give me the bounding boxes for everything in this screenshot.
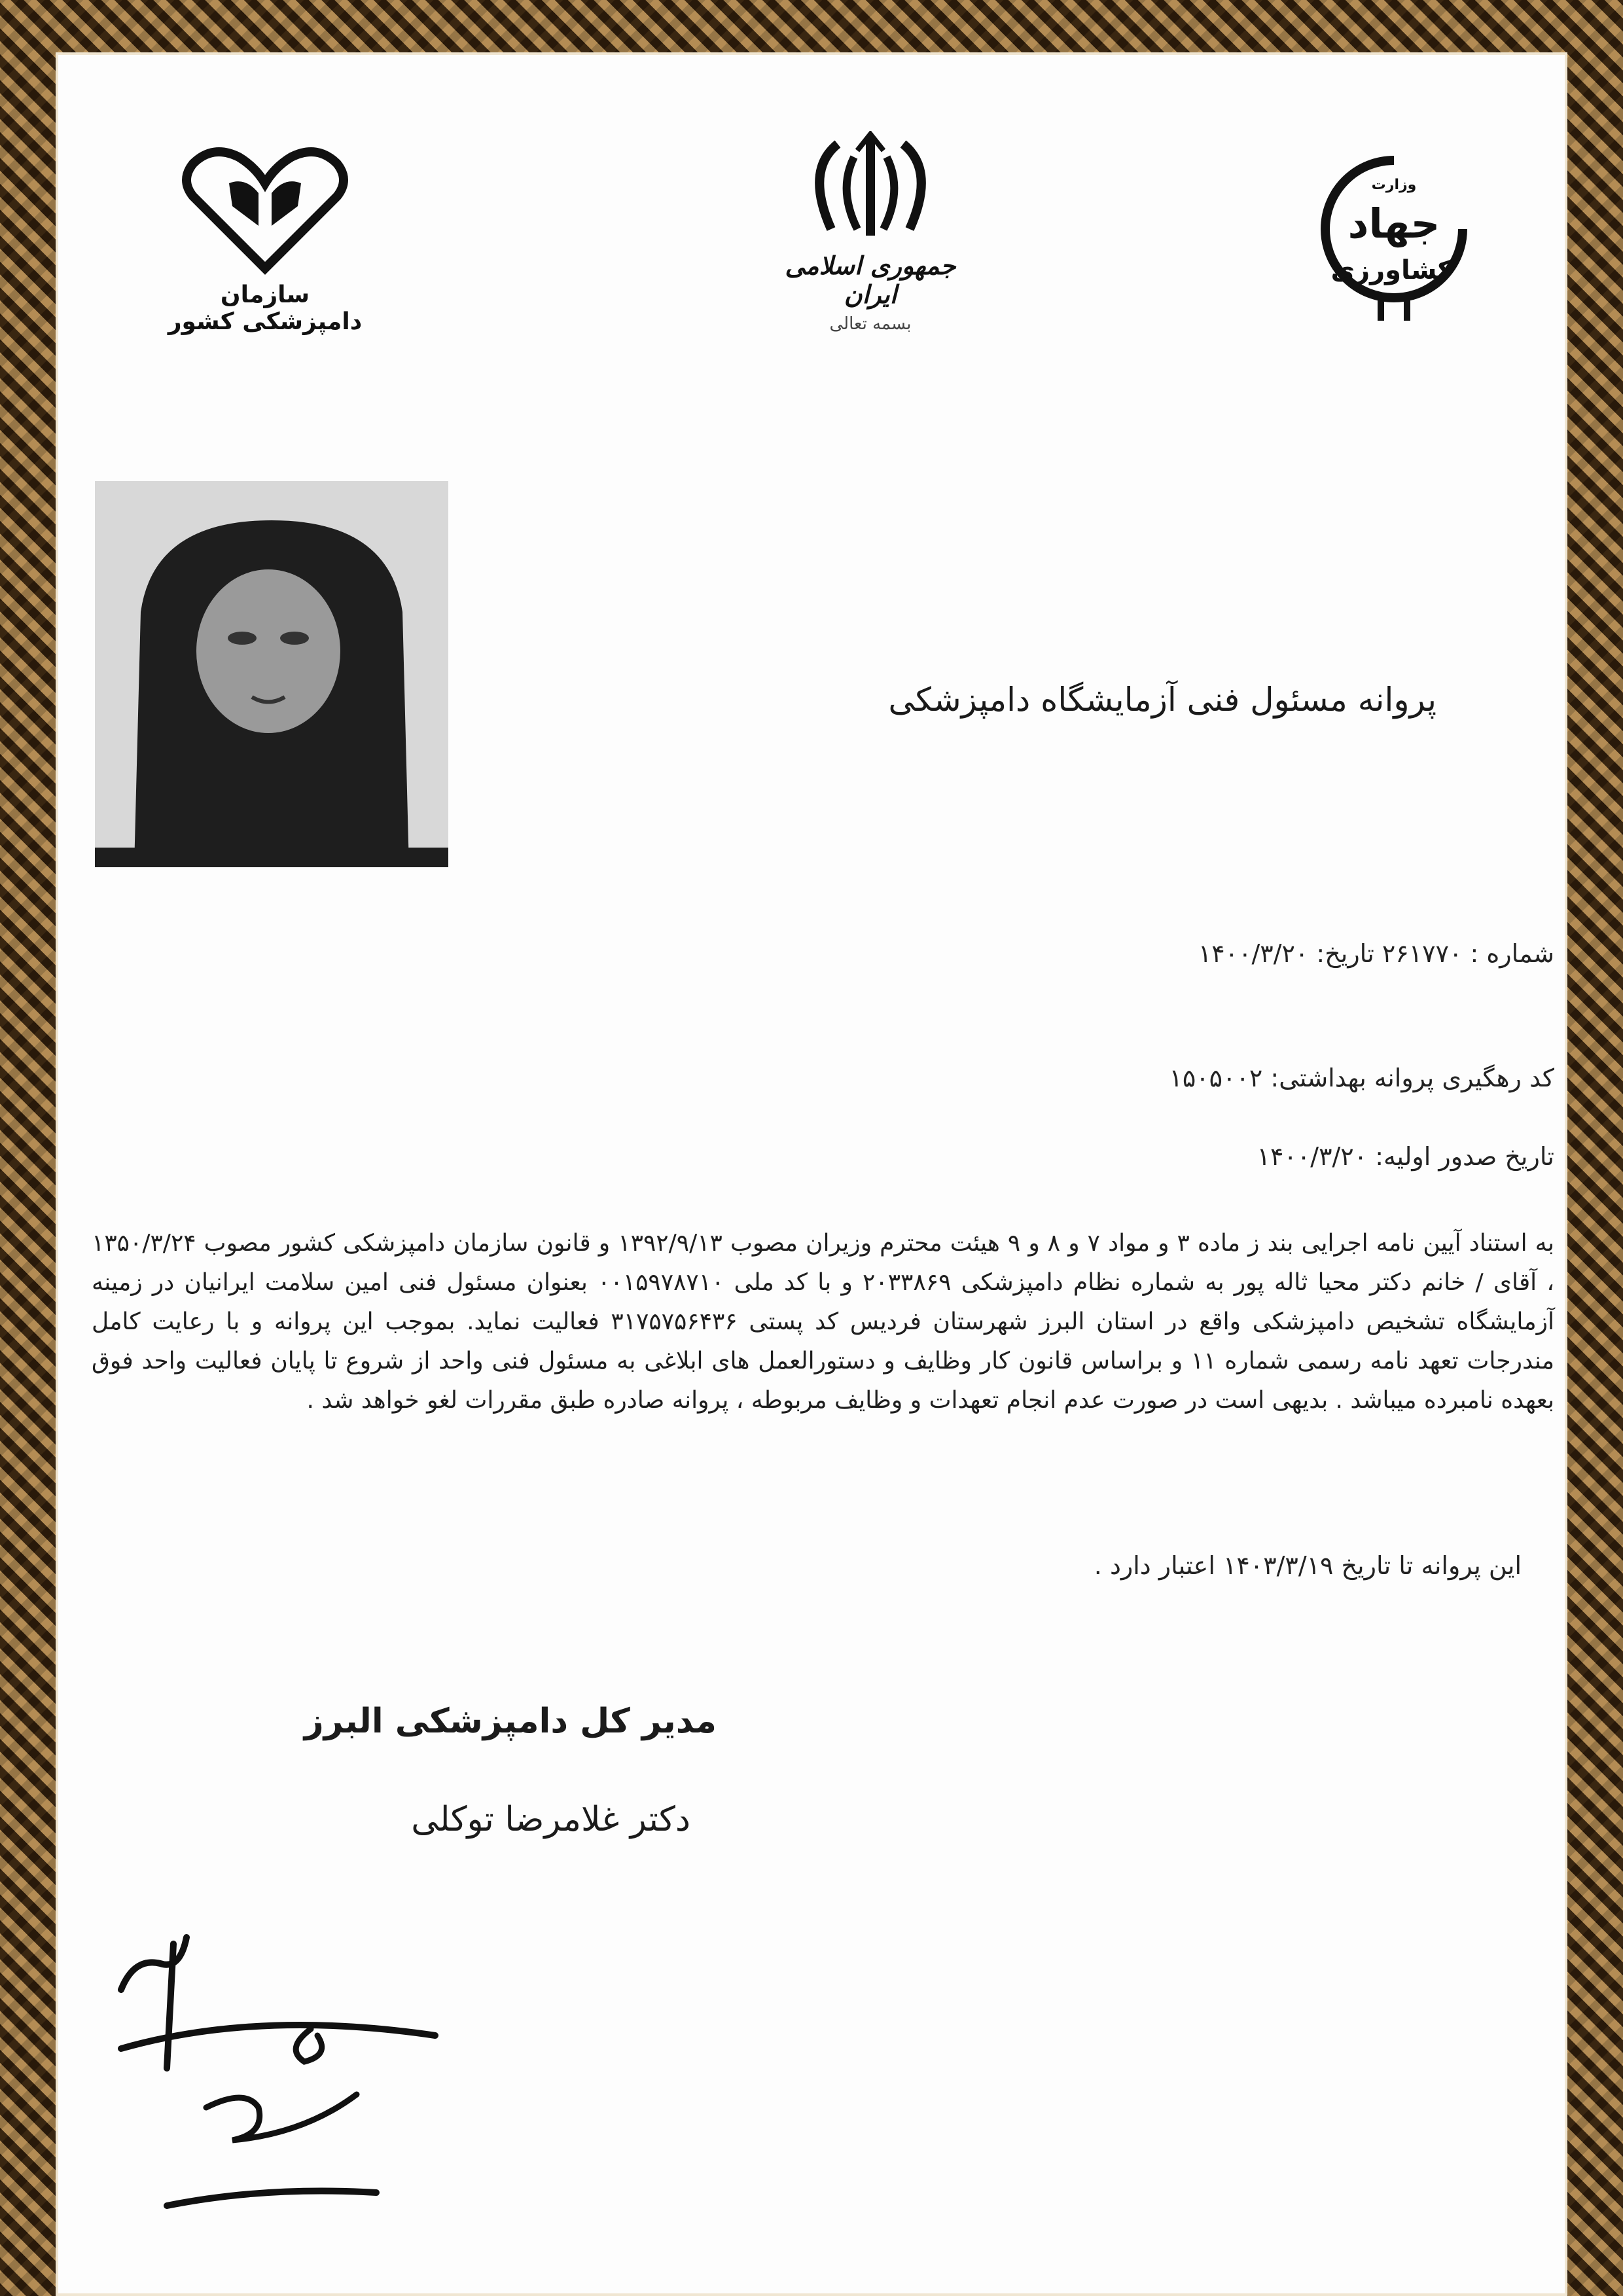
agriculture-jihad-text-1: جهاد bbox=[1347, 200, 1440, 247]
heart-shield-icon bbox=[167, 144, 363, 275]
initial-issue-date: تاریخ صدور اولیه: ۱۴۰۰/۳/۲۰ bbox=[1257, 1142, 1554, 1171]
veterinary-organization-logo bbox=[167, 144, 363, 340]
portrait-image bbox=[95, 481, 448, 867]
agriculture-jihad-text-2: کشاورزی bbox=[1330, 255, 1453, 285]
veterinary-organization-logo-text: سازمان دامپزشکی کشور bbox=[168, 281, 363, 335]
iran-emblem bbox=[759, 131, 982, 340]
validity-statement: این پروانه تا تاریخ ۱۴۰۳/۳/۱۹ اعتبار دارد . bbox=[1094, 1551, 1522, 1580]
holder-photo bbox=[95, 481, 448, 867]
agriculture-jihad-logo bbox=[1315, 151, 1472, 347]
iran-emblem-text: جمهوری اسلامی ایران bbox=[785, 251, 956, 309]
iran-emblem-icon bbox=[759, 131, 982, 249]
signatory-title: مدیر کل دامپزشکی البرز bbox=[304, 1702, 717, 1741]
health-license-tracking-code: کد رهگیری پروانه بهداشتی: ۱۵۰۵۰۰۲ bbox=[1169, 1064, 1554, 1092]
handwritten-signature bbox=[95, 1898, 501, 2238]
iran-emblem-subtext: بسمه تعالی bbox=[829, 314, 912, 334]
document-title: پروانه مسئول فنی آزمایشگاه دامپزشکی bbox=[888, 681, 1436, 719]
document-number-date: شماره : ۲۶۱۷۷۰ تاریخ: ۱۴۰۰/۳/۲۰ bbox=[1198, 939, 1554, 968]
agriculture-jihad-small-text: وزارت bbox=[1371, 177, 1417, 193]
certificate-paper bbox=[56, 52, 1567, 2296]
signatory-name: دکتر غلامرضا توکلی bbox=[411, 1800, 690, 1839]
license-body-paragraph: به استناد آیین نامه اجرایی بند ز ماده ۳ و مواد ۷ و ۸ و ۹ هیئت محترم وزیران مصوب ۱۳۹۲/۹/۱۳ و قانون سازمان دامپزشکی کشور مصوب ۱۳۵۰/۳/۲۴ ، آقای / خانم دکتر محیا ثاله پور به شماره نظام دامپزشکی ۲۰۳۳۸۶۹ و با کد ملی ۰۰۱۵۹۷۸۷۱۰ بعنوان مسئول فنی امین سلامت ایرانیان در زمینه آزمایشگاه تشخیص دامپزشکی واقع در استان البرز شهرستان فردیس کد پستی ۳۱۷۵۷۵۶۴۳۶ فعالیت نماید. بموجب این پروانه و با رعایت کامل مندرجات تعهد نامه رسمی شماره ۱۱ و براساس قانون کار وظایف و دستورالعمل های ابلاغی به مسئول فنی واحد از شروع تا پایان فعالیت واحد فوق بعهده نامبرده میباشد . بدیهی است در صورت عدم انجام تعهدات و وظایف مربوطه ، پروانه صادره طبق مقررات لغو خواهد شد . bbox=[92, 1230, 1555, 1414]
